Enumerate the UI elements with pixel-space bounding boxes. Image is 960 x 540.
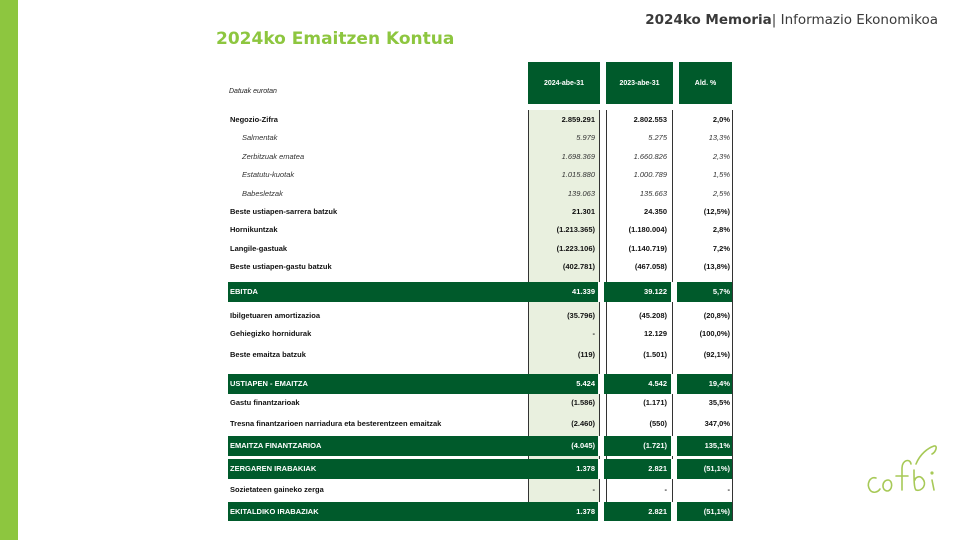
row-label: Langile-gastuak — [230, 244, 288, 253]
value-2024: 1.378 — [576, 507, 595, 516]
value-2024: (2.460) — [571, 419, 595, 428]
value-2023: (45.208) — [639, 311, 667, 320]
header-title-bold: 2024ko Memoria — [645, 12, 772, 28]
table-row — [228, 346, 732, 364]
summary-row-net-profit — [228, 502, 732, 521]
table-row — [228, 415, 732, 433]
side-accent-bar — [0, 0, 18, 540]
value-change: 2,8% — [712, 225, 730, 234]
value-2024: (1.586) — [571, 398, 595, 407]
value-2024: (119) — [577, 350, 595, 359]
value-change: (92,1%) — [703, 350, 730, 359]
value-change: (20,8%) — [703, 311, 730, 320]
value-2023: 2.821 — [648, 464, 667, 473]
value-change: 19,4% — [708, 379, 730, 388]
table-row — [228, 481, 732, 499]
summary-row-financial-result — [228, 436, 732, 456]
row-label: Hornikuntzak — [230, 225, 278, 234]
value-change: 2,0% — [712, 115, 730, 124]
column-header-change: Ald. % — [679, 62, 732, 104]
row-label: Beste ustiapen-sarrera batzuk — [230, 207, 338, 216]
table-row — [228, 221, 732, 239]
value-2023: 39.122 — [644, 287, 667, 296]
value-2024: 2.859.291 — [561, 115, 595, 124]
column-gap — [598, 502, 604, 521]
row-label: Ibilgetuaren amortizazioa — [230, 311, 321, 320]
row-label: USTIAPEN - EMAITZA — [230, 379, 308, 388]
value-2024: (4.045) — [571, 441, 595, 450]
column-gap — [671, 502, 677, 521]
value-2023: (550) — [649, 419, 667, 428]
value-2024: (1.223.106) — [556, 244, 595, 253]
value-2023: (1.721) — [643, 441, 667, 450]
row-label: Tresna finantzarioen narriadura eta besterentzeen emaitzak — [230, 419, 442, 428]
value-2024: - — [592, 329, 595, 338]
summary-row-operating-result — [228, 374, 732, 394]
table-row — [228, 185, 732, 203]
table-row — [228, 111, 732, 129]
value-2024: 41.339 — [572, 287, 595, 296]
table-row — [228, 148, 732, 166]
value-2023: (1.501) — [643, 350, 667, 359]
value-2023: - — [664, 485, 667, 494]
summary-row-ebitda — [228, 282, 732, 302]
value-2024: - — [592, 485, 595, 494]
row-label: Salmentak — [242, 133, 278, 142]
table-row — [228, 325, 732, 343]
row-label: EBITDA — [230, 287, 258, 296]
page-title: 2024ko Emaitzen Kontua — [216, 29, 455, 49]
value-change: (51,1%) — [703, 464, 730, 473]
value-2023: 1.000.789 — [633, 170, 667, 179]
column-gap — [671, 436, 677, 456]
value-2024: 1.015.880 — [561, 170, 595, 179]
value-2023: 12.129 — [644, 329, 667, 338]
value-2023: 1.660.826 — [633, 152, 667, 161]
value-2023: 4.542 — [648, 379, 667, 388]
value-2024: 5.979 — [576, 133, 595, 142]
value-2023: (1.171) — [643, 398, 667, 407]
value-2024: (402.781) — [562, 262, 595, 271]
column-header-2024: 2024-abe-31 — [528, 62, 600, 104]
column-gap — [598, 374, 604, 394]
row-label: Gehiegizko hornidurak — [230, 329, 312, 338]
value-change: (13,8%) — [703, 262, 730, 271]
row-label: Babesletzak — [242, 189, 283, 198]
units-note: Datuak eurotan — [229, 88, 277, 95]
value-2023: 5.275 — [648, 133, 667, 142]
row-label: EKITALDIKO IRABAZIAK — [230, 507, 319, 516]
row-label: EMAITZA FINANTZARIOA — [230, 441, 322, 450]
table-row — [228, 129, 732, 147]
value-change: 35,5% — [708, 398, 730, 407]
value-2024: 1.698.369 — [561, 152, 595, 161]
value-2024: (35.796) — [567, 311, 595, 320]
value-2023: (1.140.719) — [628, 244, 667, 253]
table-row — [228, 394, 732, 412]
row-label: Beste ustiapen-gastu batzuk — [230, 262, 332, 271]
value-change: 135,1% — [704, 441, 730, 450]
value-change: - — [727, 485, 730, 494]
value-change: (51,1%) — [703, 507, 730, 516]
row-label: Estatutu-kuotak — [242, 170, 295, 179]
value-change: (100,0%) — [699, 329, 730, 338]
row-label: ZERGAREN IRABAKIAK — [230, 464, 317, 473]
value-2023: 2.802.553 — [633, 115, 667, 124]
value-change: 1,5% — [712, 170, 730, 179]
value-2024: 21.301 — [572, 207, 595, 216]
value-2023: (1.180.004) — [628, 225, 667, 234]
column-gap — [671, 282, 677, 302]
table-row — [228, 258, 732, 276]
value-2024: 5.424 — [576, 379, 595, 388]
value-change: 347,0% — [704, 419, 730, 428]
value-change: 5,7% — [712, 287, 730, 296]
value-2024: (1.213.365) — [556, 225, 595, 234]
row-label: Gastu finantzarioak — [230, 398, 300, 407]
value-2024: 139.063 — [567, 189, 595, 198]
table-row — [228, 166, 732, 184]
value-change: 13,3% — [708, 133, 730, 142]
value-change: (12,5%) — [703, 207, 730, 216]
row-label: Beste emaitza batzuk — [230, 350, 306, 359]
value-2023: 2.821 — [648, 507, 667, 516]
header-title — [560, 12, 938, 28]
value-2024: 1.378 — [576, 464, 595, 473]
table-row — [228, 240, 732, 258]
value-2023: 24.350 — [644, 207, 667, 216]
table-row — [228, 307, 732, 325]
value-change: 2,3% — [712, 152, 730, 161]
value-2023: 135.663 — [639, 189, 667, 198]
row-label: Sozietateen gaineko zerga — [230, 485, 324, 494]
column-gap — [598, 459, 604, 479]
value-2023: (467.058) — [634, 262, 667, 271]
column-header-2023: 2023-abe-31 — [606, 62, 673, 104]
cofbi-logo-icon — [862, 440, 942, 500]
header-title-rest: | Informazio Ekonomikoa — [771, 12, 938, 28]
value-change: 7,2% — [712, 244, 730, 253]
row-label: Zerbitzuak ematea — [242, 152, 305, 161]
column-gap — [671, 459, 677, 479]
summary-row-pre-tax-profit — [228, 459, 732, 479]
column-gap — [598, 282, 604, 302]
row-label: Negozio-Zifra — [230, 115, 278, 124]
column-gap — [598, 436, 604, 456]
column-gap — [671, 374, 677, 394]
value-change: 2,5% — [712, 189, 730, 198]
table-row — [228, 203, 732, 221]
